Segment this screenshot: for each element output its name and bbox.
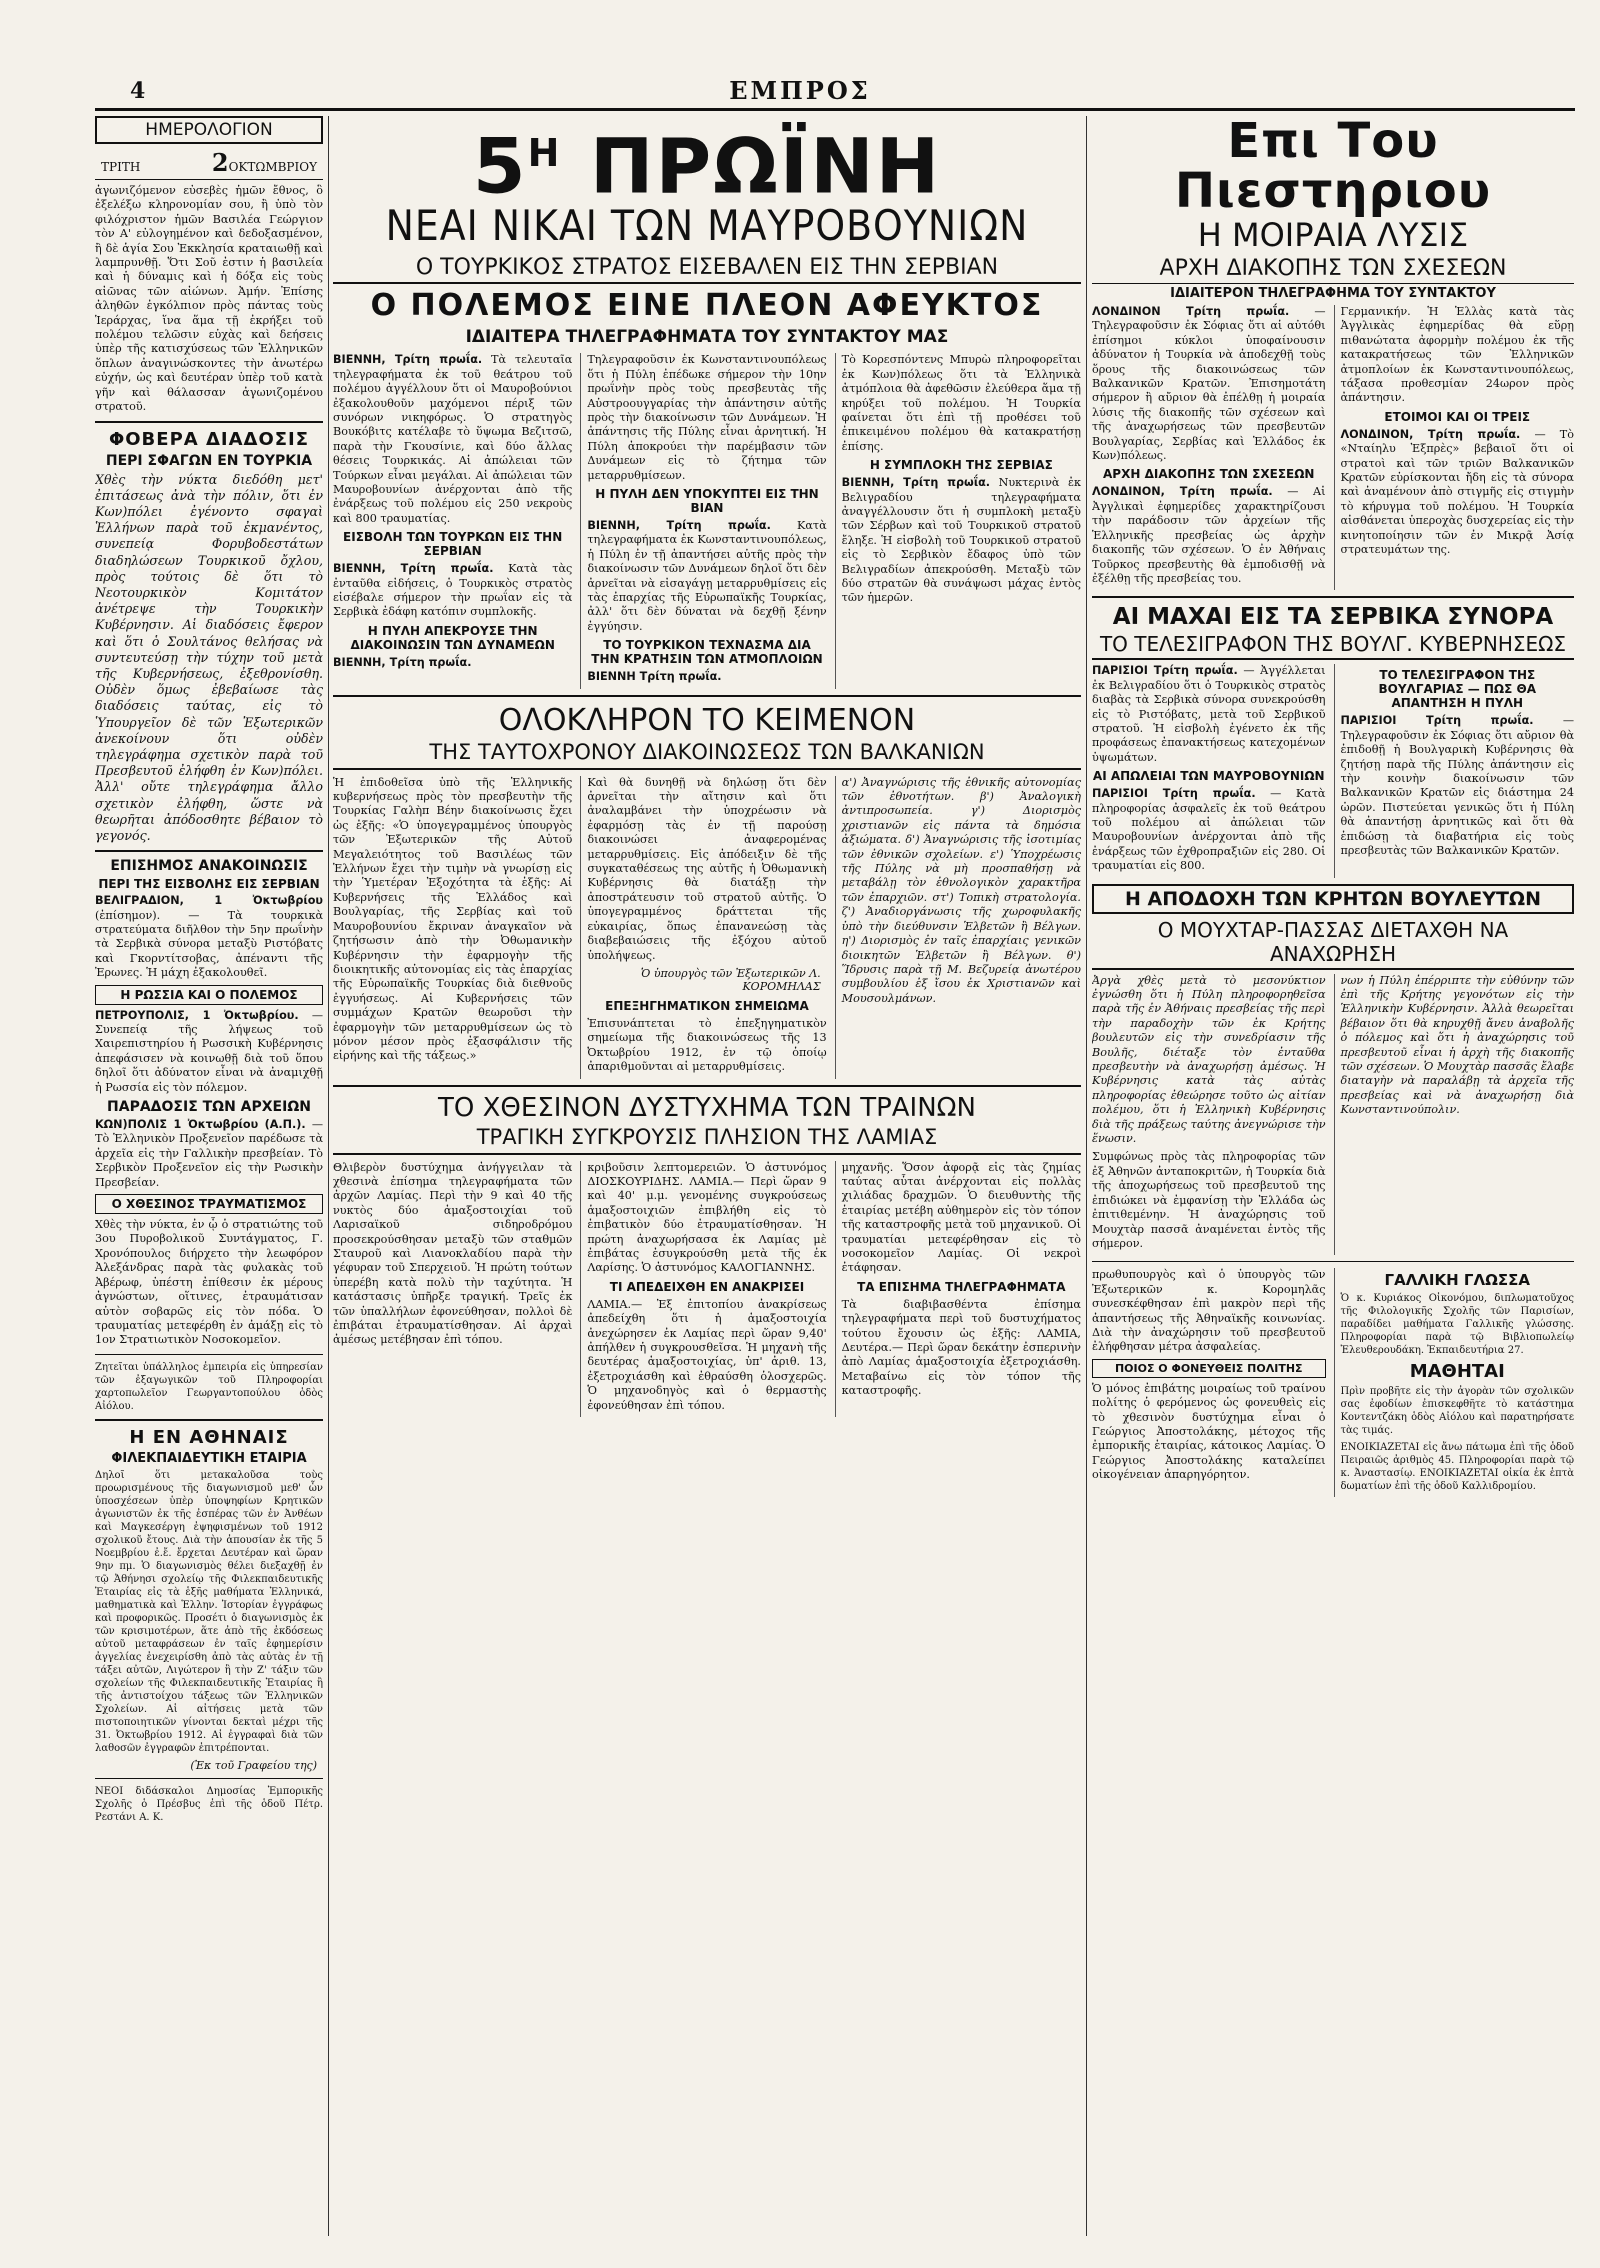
article-text: — Αἱ Ἀγγλικαὶ ἐφημερίδες χαρακτηρίζουσι τὴν παράδοσιν τῶν ἀρχείων τῆς Ἑλληνικῆς πρεσβείας ὡς ἀρχὴν διακοπῆς τῶν σχέσεων. Ὁ ἐν Ἀθήναις Τοῦρκος πρεσβευτὴς θὰ ἐμποδισθῇ νὰ ἐξέλθῃ τῆς πρεσβείας του.: [1092, 485, 1326, 585]
story-text: Χθὲς τὴν νύκτα διεδόθη μετ' ἐπιτάσεως ἀνὰ τὴν πόλιν, ὅτι ἐν Κων)πόλει ἐγένοντο σφαγαὶ Ἑλλήνων παρὰ τοῦ ἐκμανέντος, συνεπείᾳ Φορυβοδεστάτων διαδηλώσεων Τουρκικοῦ ὄχλου, πρὸς τούτοις δὲ ὅτι τὸ Νεοτουρκικὸν Κομιτάτον ἀνέτρεψε τὴν Τουρκικὴν Κυβέρνησιν. Αἱ διαδόσεις ἔφερον καὶ ὅτι ὁ Σουλτάνος θελήσας νὰ συντευτεύσῃ τὴν τύχην τοῦ μετὰ τῆς Κυβερνήσεως, ἐξεθρονίσθη. Οὐδὲν ὅμως ἐβεβαίωσε τὰς διαδόσεις ταύτας, εἰς τὸ Ὑπουργεῖον δὲ τῶν Ἐξωτερικῶν ἀνεκοίνουν ὅτι οὐδὲν τηλεγράφημα σχετικὸν παρὰ τοῦ Πρεσβευτοῦ ἐλήφθη ἐν Κων)πόλει. Ἀλλ' οὔτε τηλεγράφημα ἄλλο σχετικὸν ἐλήφθη, ὥστε νὰ θεωρῆται ἀπόδοσθητε βέβαιον τὸ γεγονός.: [95, 471, 323, 843]
article-text: νων ἡ Πύλη ἐπέρριπτε τὴν εὐθύνην τῶν ἐπὶ τῆς Κρήτης γεγονότων εἰς τὴν Ἑλληνικὴν Κυβέρνησιν. Ἀλλὰ θεωρεῖται βέβαιον ὅτι θὰ κηρυχθῇ ἄνευ ἀναβολῆς ὁ πόλεμος καὶ ὅτι ἡ ἀναχώρησις τοῦ πρεσβευτοῦ εἶναι ἡ ἀρχὴ τῆς διακοπῆς τῶν σχέσεων. Ὁ Μουχτὰρ πασσᾶς ἔλαβε διαταγὴν νὰ παραλάβῃ τὰ ἀρχεῖα τῆς πρεσβείας καὶ νὰ ἀναχωρήσῃ διὰ Κωνσταντινούπολιν.: [1340, 973, 1574, 1117]
subhead: Ο ΠΟΛΕΜΟΣ ΕΙΝΕ ΠΛΕΟΝ ΑΦΕΥΚΤΟΣ: [370, 288, 1044, 324]
communique-column: [835, 776, 1081, 1079]
dateline: ΠΑΡΙΣΙΟΙ Τρίτη πρωΐα.: [1340, 714, 1534, 728]
story-subhead: ΠΕΡΙ ΤΗΣ ΕΙΣΒΟΛΗΣ ΕΙΣ ΣΕΡΒΙΑΝ: [98, 877, 320, 892]
article-text: Τὸ Κορεσπόντενς Μπυρὼ πληροφορεῖται ἐκ Κων)πόλεως ὅτι τὰ Ἑλληνικὰ ἀτμόπλοια θὰ ἀφεθῶσιν ἐλεύθερα ἅμα τῇ κηρύξει τοῦ πολέμου. Ἡ Τουρκία φαίνεται ὅτι ἐπὶ τῇ προθέσει τοῦ ἐπικειμένου πολέμου θὰ κατακρατήσῃ ἐπίσης.: [841, 353, 1081, 453]
article-text: Ἡ ἐπιδοθεῖσα ὑπὸ τῆς Ἑλληνικῆς κυβερνήσεως πρὸς τὸν πρεσβευτὴν τῆς Τουρκίας Γαλὴπ Βέην διακοίνωσις ἔχει ὡς ἑξῆς: «Ὁ ὑπογεγραμμένος ὑπουργὸς τῶν Ἐξωτερικῶν τῆς Αὐτοῦ Μεγαλειότητος τοῦ Βασιλέως τῶν Ἑλλήνων ἔχει τὴν τιμὴν νὰ γνωρίσῃ εἰς τὴν Ὑμετέραν Ἐξοχότητα τὰ ἑξῆς: Αἱ Κυβερνήσεις τῆς Ἑλλάδος καὶ Βουλγαρίας, τῆς Σερβίας καὶ τοῦ Μαυροβουνίου ἔκριναν ἀναγκαῖον νὰ ζητήσωσιν ἀπὸ τὴν Ὀθωμανικὴν Κυβέρνησιν τὴν ἐφαρμογὴν τῆς διοικητικῆς αὐτονομίας εἰς τὰς ἐπαρχίας τῆς Εὐρωπαϊκῆς Τουρκίας διὰ διεθνοῦς ἐγγυήσεως. Αἱ Κυβερνήσεις τῶν συμμάχων Κρατῶν θεωροῦσι τὴν ἐφαρμογὴν τῶν μεταρρυθμίσεων ὡς τὸ μόνον μέσον πρὸς ἐξασφάλισιν τῆς εἰρήνης καὶ τῆς τάξεως.»: [333, 775, 573, 1063]
story-head: ΕΠΙΣΗΜΟΣ ΑΝΑΚΟΙΝΩΣΙΣ: [110, 858, 308, 875]
story-head-box: Η ΑΠΟΔΟΧΗ ΤΩΝ ΚΡΗΤΩΝ ΒΟΥΛΕΥΤΩΝ: [1092, 884, 1574, 914]
battles-column: [1092, 664, 1326, 877]
divider: [95, 850, 323, 852]
dateline: ΒΙΕΝΝΗ Τρίτη πρωΐα.: [587, 670, 722, 684]
telegram-column: [580, 353, 826, 688]
press-column: [1334, 305, 1575, 590]
trains-column: [580, 1161, 826, 1418]
main-headline: [333, 116, 1081, 211]
divider: [333, 1085, 1081, 1087]
article-head: ΤΑ ΕΠΙΣΗΜΑ ΤΗΛΕΓΡΑΦΗΜΑΤΑ: [857, 1279, 1066, 1294]
article-text: α') Ἀναγνώρισις τῆς ἐθνικῆς αὐτονομίας τῶν ἐθνοτήτων. β') Ἀναλογικὴ ἀντιπροσωπεία. γ') Διορισμὸς χριστιανῶν εἰς πάντα τὰ δημόσια ἀξιώματα. δ') Ἀναγνώρισις τῆς ἰσοτιμίας τῶν ἐθνικῶν σχολείων. ε') Ὑποχρέωσις τῆς Πύλης νὰ μὴ προσπαθήσῃ νὰ μεταβάλῃ τὸν ἐθνολογικὸν χαρακτῆρα τῶν ἐπαρχιῶν. στ') Τοπικὴ στρατολογία. ζ') Ἀναδιοργάνωσις τῆς χωροφυλακῆς ὑπὸ τὴν διεύθυνσιν Ἑλβετῶν ἢ Βέλγων. η') Διορισμὸς ἐν ταῖς ἐπαρχίαις γενικῶν διοικητῶν Ἑλβετῶν ἢ Βέλγων. θ') Ἵδρυσις παρὰ τῇ Μ. Βεζυρείᾳ ἀνωτέρου συμβουλίου ἐξ ἴσου ἐκ Χριστιανῶν καὶ Μουσουλμάνων.: [841, 775, 1081, 1005]
story-text: Χθὲς τὴν νύκτα, ἐν ᾧ ὁ στρατιώτης τοῦ 3ου Πυροβολικοῦ Συντάγματος, Γ. Χρονόπουλος διήρχετο τὴν λεωφόρον Ἀλεξάνδρας παρὰ τὰς φυλακὰς τοῦ Ἀβέρωφ, ὑπέστη ἐπίθεσιν ἐκ μέρους ἀγνώστων, οἵτινες, ἐτραυμάτισαν αὐτὸν σοβαρῶς εἰς τὸν πόδα. Ὁ τραυματίας μετεφέρθη ἐν ἀμάξῃ εἰς τὸ 1ον Στρατιωτικὸν Νοσοκομεῖον.: [95, 1218, 323, 1347]
calendar-dateline: [95, 148, 323, 180]
ad-head: ΜΑΘΗΤΑΙ: [1409, 1361, 1505, 1383]
story-head: ΑΙ ΜΑΧΑΙ ΕΙΣ ΤΑ ΣΕΡΒΙΚΑ ΣΥΝΟΡΑ: [1112, 604, 1554, 631]
article-text: πρωθυπουργὸς καὶ ὁ ὑπουργὸς τῶν Ἐξωτερικῶν κ. Κορομηλᾶς συνεσκέφθησαν ἐπὶ μακρὸν περὶ τῆς ἀπαντήσεως τῆς Ἀθηναϊκῆς κοινωνίας. Διὰ τὴν ἀναχώρησιν τοῦ πρεσβευτοῦ ἐλήφθησαν μέτρα ἀσφαλείας.: [1092, 1268, 1326, 1354]
press-headline: Επι Του Πιεστηριου: [1174, 116, 1492, 219]
article-text: Τηλεγραφοῦσιν ἐκ Κωνσταντινουπόλεως ὅτι ἡ Πύλη ἐπέδωκε σήμερον τὴν 10ην πρωΐνὴν πρὸς τοὺς πρεσβευτὰς τῆς Αὐστροουγγαρίας τὴν ἀπάντησιν αὐτῆς πρὸς τὴν διακοίνωσιν τῶν Δυνάμεων. Ἡ ἀπάντησις τῆς Πύλης εἶναι ἀρνητική. Ἡ Πύλη ἀποκρούει τὴν παρέμβασιν τῶν Δυνάμεων εἰς τὸ ζήτημα τῶν μεταρρυθμίσεων.: [587, 353, 827, 482]
divider: [333, 695, 1081, 697]
story-head: ΦΟΒΕΡΑ ΔΙΑΔΟΣΙΣ: [108, 428, 310, 450]
dateline: ΒΙΕΝΝΗ, Τρίτη πρωΐα.: [333, 353, 483, 367]
headline-prefix: 5: [472, 121, 528, 211]
trains-block: [333, 1161, 1081, 1418]
left-column: [95, 116, 323, 2236]
story-head-box: Η ΡΩΣΣΙΑ ΚΑΙ Ο ΠΟΛΕΜΟΣ: [95, 985, 323, 1005]
trains-column: [333, 1161, 572, 1418]
story-head-box: Ο ΧΘΕΣΙΝΟΣ ΤΡΑΥΜΑΤΙΣΜΟΣ: [95, 1194, 323, 1214]
footer-note: ΝΕΟΙ διδάσκαλοι Δημοσίας Ἐμπορικῆς Σχολῆς ὁ Πρέσβυς ἐπὶ τῆς ὁδοῦ Πέτρ. Ρεστάνι Α. Κ.: [95, 1785, 323, 1823]
article-head: ΤΟ ΤΟΥΡΚΙΚΟΝ ΤΕΧΝΑΣΜΑ ΔΙΑ ΤΗΝ ΚΡΑΤΗΣΙΝ ΤΩΝ ΑΤΜΟΠΛΟΙΩΝ: [591, 638, 823, 667]
cretan-column: [1092, 974, 1326, 1256]
article-text: κριβοῦσιν λεπτομερειῶν. Ὁ ἀστυνόμος ΔΙΟΣΚΟΥΡΙΔΗΣ. ΛΑΜΙΑ.— Περὶ ὥραν 9 καὶ 40' μ.μ. γενομένης συγκρούσεως ἁμαξοστοιχιῶν ἐπιβλήθη εἰς τὸ ἐπιβατικὸν δύο ἐτραυματίσθησαν. Ἡ πρώτη ἀναχωρήσασα ἐκ Λαμίας μὲ ἐπιβάτας ἐσυγκρούσθη μετὰ τῆς ἐκ Λαρίσης. Ὁ ἀστυνόμος ΚΑΛΟΓΙΑΝΝΗΣ.: [587, 1160, 827, 1275]
article-head: Η ΣΥΜΠΛΟΚΗ ΤΗΣ ΣΕΡΒΙΑΣ: [869, 458, 1053, 473]
column-divider: [1086, 116, 1087, 2236]
divider: [95, 1778, 323, 1779]
headline-word: ΠΡΩΪΝΗ: [589, 121, 942, 211]
dateline: ΒΙΕΝΝΗ, Τρίτη πρωΐα.: [333, 655, 472, 669]
battles-block: [1092, 664, 1574, 877]
bottom-block: [1092, 1268, 1574, 1497]
calendar-month: ΟΚΤΩΜΒΡΙΟΥ: [228, 160, 317, 174]
cretan-block: [1092, 974, 1574, 1256]
article-text: Κατὰ τὰς ἐνταῦθα εἰδήσεις, ὁ Τουρκικὸς στρατὸς εἰσέβαλε σήμερον τὴν πρωΐαν εἰς τὰ Σερβικὰ ἐδάφη κατόπιν συμπλοκῆς.: [333, 562, 573, 619]
communique-column: [333, 776, 572, 1079]
big-headline: ΝΕΑΙ ΝΙΚΑΙ ΤΩΝ ΜΑΥΡΟΒΟΥΝΙΩΝ: [385, 201, 1029, 251]
article-head: Η ΠΥΛΗ ΔΕΝ ΥΠΟΚΥΠΤΕΙ ΕΙΣ ΤΗΝ ΒΙΑΝ: [595, 486, 819, 515]
dateline: ΛΟΝΔΙΝΟΝ Τρίτη πρωΐα.: [1092, 305, 1290, 318]
story-head: ΠΑΡΑΔΟΣΙΣ ΤΩΝ ΑΡΧΕΙΩΝ: [107, 1099, 311, 1116]
article-head: ΤΙ ΑΠΕΔΕΙΧΘΗ ΕΝ ΑΝΑΚΡΙΣΕΙ: [609, 1279, 805, 1294]
story-subhead: ΠΕΡΙ ΣΦΑΓΩΝ ΕΝ ΤΟΥΡΚΙΑ: [105, 452, 313, 469]
story-signature: (Ἐκ τοῦ Γραφείου της): [190, 1758, 317, 1772]
dateline: ΛΟΝΔΙΝΟΝ, Τρίτη πρωΐα.: [1340, 427, 1521, 441]
ad-text: Ὁ κ. Κυριάκος Οἰκονόμου, διπλωματοῦχος τῆς Φιλολογικῆς Σχολῆς τῶν Παρισίων, παραδίδει μαθήματα Γαλλικῆς γλώσσης. Πληροφορίαι παρὰ τῷ Βιβλιοπωλείῳ Ἐλευθερουδάκη. Ἐκπαιδευτήρια 27.: [1340, 1293, 1574, 1357]
article-text: — Κατὰ πληροφορίας ἀσφαλεῖς ἐκ τοῦ θεάτρου τοῦ πολέμου αἱ ἀπώλειαι τῶν Μαυροβουνίων ἀνέρχονται ἀπὸ τῆς ἐνάρξεως τῶν ἐχθροπραξιῶν εἰς 280. Οἱ τραυματίαι εἰς 800.: [1092, 787, 1326, 873]
story-subhead: Ο ΜΟΥΧΤΑΡ-ΠΑΣΣΑΣ ΔΙΕΤΑΧΘΗ ΝΑ ΑΝΑΧΩΡΗΣΗ: [1092, 918, 1574, 970]
story-subhead: ΤΗΣ ΤΑΥΤΟΧΡΟΝΟΥ ΔΙΑΚΟΙΝΩΣΕΩΣ ΤΩΝ ΒΑΛΚΑΝΙΩΝ: [333, 740, 1081, 770]
telegrams-block: [333, 353, 1081, 688]
article-head: ΑΙ ΑΠΩΛΕΙΑΙ ΤΩΝ ΜΑΥΡΟΒΟΥΝΙΩΝ: [1092, 769, 1325, 784]
press-subhead: ΙΔΙΑΙΤΕΡΟΝ ΤΗΛΕΓΡΑΦΗΜΑ ΤΟΥ ΣΥΝΤΑΚΤΟΥ: [1170, 286, 1496, 301]
story-head: Η ΕΝ ΑΘΗΝΑΙΣ: [129, 1426, 289, 1448]
divider: [95, 1354, 323, 1355]
press-subhead: ΑΡΧΗ ΔΙΑΚΟΠΗΣ ΤΩΝ ΣΧΕΣΕΩΝ: [1092, 256, 1574, 284]
article-head: ΑΡΧΗ ΔΙΑΚΟΠΗΣ ΤΩΝ ΣΧΕΣΕΩΝ: [1103, 467, 1315, 482]
article-text: — Τηλεγραφοῦσιν ἐκ Σόφιας ὅτι αὔριον θὰ ἐπιδοθῇ ἡ Βουλγαρικὴ Κυβέρνησις θὰ ζητήσῃ παρὰ τῆς Πύλης ἀπάντησιν εἰς τὴν κοινὴν διακοίνωσιν τῶν Βαλκανικῶν Κρατῶν εἰς διάστημα 24 ὡρῶν. Πιστεύεται γενικῶς ὅτι ἡ Πύλη θὰ ἀπαντήσῃ ἀρνητικῶς καὶ ὅτι θὰ ἐπιδώσῃ τὰ διαβατήρια εἰς τοὺς πρεσβευτὰς τῶν Βαλκανικῶν Κρατῶν.: [1340, 714, 1574, 857]
article-text: Γερμανικήν. Ἡ Ἑλλὰς κατὰ τὰς Ἀγγλικὰς ἐφημερίδας θὰ εὕρῃ πιθανώτατα ἀφορμὴν πολέμου ἐκ τῆς κατακρατήσεως τῶν Ἑλληνικῶν ἀτμοπλοίων ἐκ Κωνσταντινουπόλεως, τάξασα προθεσμίαν 24ωρον πρὸς ἀπάντησιν.: [1340, 305, 1574, 405]
signature: Ὁ ὑπουργὸς τῶν Ἐξωτερικῶν Λ. ΚΟΡΟΜΗΛΑΣ: [640, 966, 821, 993]
article-text: ΛΑΜΙΑ.— Ἐξ ἐπιτοπίου ἀνακρίσεως ἀπεδείχθη ὅτι ἡ ἁμαξοστοιχία ἀνεχώρησεν ἐκ Λαμίας περὶ ὥραν 9,40' ἀπήλθεν ἡ συγκρουσθεῖσα. Ἡ μηχανὴ τῆς δευτέρας ἁμαξοστοιχίας, ὑπ' ἀριθ. 13, ἐξετροχιάσθη καὶ ἐθραύσθη ὁλοσχερῶς. Ὁ μηχανοδηγὸς καὶ ὁ θερμαστὴς ἐφονεύθησαν ἐπὶ τόπου.: [587, 1297, 827, 1412]
divider: [95, 421, 323, 423]
article-head: ΤΟ ΤΕΛΕΣΙΓΡΑΦΟΝ ΤΗΣ ΒΟΥΛΓΑΡΙΑΣ — ΠΩΣ ΘΑ ΑΠΑΝΤΗΣΗ Η ΠΥΛΗ: [1378, 668, 1536, 711]
subhead: Ο ΤΟΥΡΚΙΚΟΣ ΣΤΡΑΤΟΣ ΕΙΣΕΒΑΛΕΝ ΕΙΣ ΤΗΝ ΣΕΡΒΙΑΝ: [333, 255, 1081, 284]
dateline: ΒΙΕΝΝΗ, Τρίτη πρωΐα.: [587, 518, 771, 532]
dateline: ΠΕΤΡΟΥΠΟΛΙΣ, 1 Ὀκτωβρίου.: [95, 1008, 299, 1022]
story-text: — Συνεπείᾳ τῆς λήψεως τοῦ Χαιρεπιστηρίου ἡ Ρωσσικὴ Κυβέρνησις ἀπεφάσισεν νὰ κοινωθῇ διὰ τοῦ ὅπου δηλοῖ ὅτι ἀδύνατον εἶναι νὰ ἀναμιχθῇ ἡ Ρωσσία εἰς τὸν πόλεμον.: [95, 1008, 323, 1094]
battles-column: [1334, 664, 1575, 877]
article-text: Ἀργὰ χθὲς μετὰ τὸ μεσονύκτιον ἐγνώσθη ὅτι ἡ Πύλη πληροφορηθεῖσα παρὰ τῆς ἐν Ἀθήναις πρεσβείας τῆς περὶ τὴν παραδοχὴν τῶν ἐκ Κρήτης βουλευτῶν εἰς τὴν συνεδρίασιν τῆς Βουλῆς, διέταξε τὸν ἐνταῦθα πρεσβευτὴν νὰ ἀναχωρήσῃ ἀμέσως. Ἡ Κυβέρνησις κατὰ τὰς αὐτὰς πληροφορίας ἐθεώρησε τοῦτο ὡς αἰτίαν πολέμου, ὅτι ἡ Ἑλληνικὴ Κυβέρνησις διὰ τῆς πράξεως ταύτης ἀνεγνώρισε τὴν ἕνωσιν.: [1092, 973, 1326, 1146]
telegram-column: [333, 353, 572, 688]
communique-block: [333, 776, 1081, 1079]
story-text: — Τὸ Ἑλληνικὸν Προξενεῖον παρέδωσε τὰ ἀρχεῖα εἰς τὴν Γαλλικὴν πρεσβείαν. Τὸ Σερβικὸν Προξενεῖον εἰς τὴν Ρωσικὴν Πρεσβείαν.: [95, 1118, 323, 1189]
headline-prefix-sup: Η: [527, 131, 562, 175]
article-text: Καὶ θὰ δυνηθῇ νὰ δηλώσῃ ὅτι δὲν ἀρνεῖται τὴν αἴτησιν καὶ ὅτι ἀναλαμβάνει τὴν ὑποχρέωσιν νὰ ἐφαρμόσῃ τὰς ἐν τῇ παρούσῃ διακοινώσει ἀναφερομένας μεταρρυθμίσεις. Εἰς ἀπόδειξιν δὲ τῆς συγκαταθέσεως της αὐτῆς ἡ Ὀθωμανικὴ Κυβέρνησις θὰ διατάξῃ τὴν ἀποστράτευσιν τοῦ στρατοῦ αὐτῆς. Ὁ ὑπογεγραμμένος δράττεται τῆς εὐκαιρίας, ὅπως ἐπανανεώσῃ τὰς διαβεβαιώσεις τῆς ἐξόχου αὐτοῦ ὑπολήψεως.: [587, 775, 827, 962]
article-text: Τὰ διαβιβασθέντα ἐπίσημα τηλεγραφήματα περὶ τοῦ δυστυχήματος τούτου ἔχουσιν ὡς ἑξῆς: ΛΑΜΙΑ, Δευτέρα.— Περὶ ὥραν δεκάτην ἐσπερινὴν ἀπὸ Λαμίας ἁμαξοστοιχία ἐξετροχιάσθη. Μεταβαίνω εἰς τὸν τόπον τῆς καταστροφῆς.: [841, 1297, 1081, 1398]
press-subhead: Η ΜΟΙΡΑΙΑ ΛΥΣΙΣ: [1197, 216, 1469, 254]
article-text: Ὁ μόνος ἐπιβάτης μοιραίως τοῦ τραίνου πολίτης ὁ φερόμενος ὡς φονευθεὶς εἰς τὸ χθεσινὸν δυστύχημα εἶναι ὁ Γεώργιος Ἀποστολάκης, μέτοχος τῆς ἐμπορικῆς ἑταιρίας, κάτοικος Λαμίας. Ὁ Γεώργιος Ἀποστολάκης καταλείπει οἰκογένειαν ἀπαρηγόρητον.: [1092, 1381, 1326, 1482]
article-text: — Τὸ «Νταίηλυ Ἐξπρὲς» βεβαιοῖ ὅτι οἱ στρατοὶ καὶ τῶν τριῶν Βαλκανικῶν Κρατῶν εὑρίσκονται ἤδη εἰς τὰ σύνορα καὶ ἀναμένουν ἀπὸ στιγμῆς εἰς στιγμὴν τὸ κήρυγμα τοῦ πολέμου. Ἡ Τουρκία αἰσθάνεται ὑπεροχὰς δυσχερείας εἰς τὴν κινητοποίησιν τῶν ἐν Μικρᾷ Ἀσίᾳ στρατευμάτων της.: [1340, 427, 1574, 557]
cretan-column: [1334, 974, 1575, 1256]
story-subhead: ΤΟ ΤΕΛΕΣΙΓΡΑΦΟΝ ΤΗΣ ΒΟΥΛΓ. ΚΥΒΕΡΝΗΣΕΩΣ: [1092, 632, 1574, 660]
notice-text: Ζητεῖται ὑπάλληλος ἐμπειρία εἰς ὑπηρεσίαν τῶν ἐξαγωγικῶν τοῦ Πληροφορίαι χαρτοπωλεῖον Γεωργαντοπούλου ὁδὸς Αἰόλου.: [95, 1361, 323, 1412]
trains-column: [835, 1161, 1081, 1418]
story-head: ΤΟ ΧΘΕΣΙΝΟΝ ΔΥΣΤΥΧΗΜΑ ΤΩΝ ΤΡΑΙΝΩΝ: [438, 1092, 976, 1123]
story-subhead: ΤΡΑΓΙΚΗ ΣΥΓΚΡΟΥΣΙΣ ΠΛΗΣΙΟΝ ΤΗΣ ΛΑΜΙΑΣ: [333, 1125, 1081, 1155]
article-text: μηχανῆς. Ὅσον ἀφορᾷ εἰς τὰς ζημίας ταύτας αὗται ἀνέρχονται εἰς πολλὰς χιλιάδας δραχμῶν. Ὁ διευθυντὴς τῆς ἑταιρίας μετέβη αὐθημερὸν εἰς τὸν τόπον τῆς καταστροφῆς μετὰ τοῦ μηχανικοῦ. Οἱ τραυματίαι μετεφέρθησαν εἰς τὸ νοσοκομεῖον Λαμίας. Οἱ νεκροὶ ἐτάφησαν.: [841, 1160, 1081, 1275]
article-head: ΕΠΕΞΗΓΗΜΑΤΙΚΟΝ ΣΗΜΕΙΩΜΑ: [605, 998, 809, 1013]
calendar-title: ΗΜΕΡΟΛΟΓΙΟΝ: [95, 116, 323, 144]
dateline: ΒΙΕΝΝΗ, Τρίτη πρωΐα.: [333, 562, 494, 576]
article-text: Θλιβερὸν δυστύχημα ἀνήγγειλαν τὰ χθεσινὰ ἐπίσημα τηλεγραφήματα τῶν ἀρχῶν Λαμίας. Περὶ τὴν 9 καὶ 40 τῆς νυκτὸς δύο ἁμαξοστοιχίαι τοῦ Λαρισαϊκοῦ σιδηροδρόμου προσεκρούσθησαν μεταξὺ τῶν σταθμῶν Σταυροῦ καὶ Λιανοκλαδίου παρὰ τὴν γέφυραν τοῦ Σπερχειοῦ. Ἡ πρώτη τούτων ὑπερέβη κατὰ πολὺ τὴν ταχύτητα. Ἡ κατάστασις ὑπῆρξε τραγική. Τρεῖς ἐκ τῶν ὑπαλλήλων ἐφονεύθησαν, πολλοὶ δὲ ἐπιβάται ἐτραυματίσθησαν. Αἱ ἀρχαὶ ἀμέσως μετέβησαν ἐπὶ τόπου.: [333, 1160, 573, 1347]
divider: [1092, 1261, 1574, 1262]
communique-column: [580, 776, 826, 1079]
column-divider: [328, 116, 329, 2236]
press-block: [1092, 305, 1574, 590]
calendar-date: 2: [211, 148, 229, 177]
ad-head: ΓΑΛΛΙΚΗ ΓΛΩΣΣΑ: [1384, 1271, 1530, 1290]
dateline: ΚΩΝ)ΠΟΛΙΣ 1 Ὀκτωβρίου (Α.Π.).: [95, 1118, 306, 1132]
page-number: 4: [130, 78, 146, 104]
article-head: ΕΤΟΙΜΟΙ ΚΑΙ ΟΙ ΤΡΕΙΣ: [1384, 409, 1531, 424]
telegram-column: [835, 353, 1081, 688]
center-column: [333, 116, 1081, 2236]
story-head: ΟΛΟΚΛΗΡΟΝ ΤΟ ΚΕΙΜΕΝΟΝ: [498, 702, 916, 738]
masthead: [0, 0, 1600, 110]
right-column: [1092, 116, 1574, 2236]
article-text: Συμφώνως πρὸς τὰς πληροφορίας τῶν ἐξ Ἀθηνῶν ἀνταποκριτῶν, ἡ Τουρκία διὰ τῆς ἀποχωρήσεως τοῦ πρεσβευτοῦ της ἐπιδιώκει νὰ ἐμφανίσῃ τὴν Ἑλλάδα ὡς ἐπιτιθεμένην. Ἡ ἀναχώρησις τοῦ Μουχτὰρ πασσᾶ ἀναμένεται ἐντὸς τῆς σήμερον.: [1092, 1150, 1326, 1250]
article-text: Νυκτερινὰ ἐκ Βελιγραδίου τηλεγραφήματα ἀναγγέλλουσιν ὅτι ἡ συμπλοκὴ μεταξὺ τῶν Σέρβων καὶ τοῦ Τουρκικοῦ στρατοῦ ἔληξε. Ἡ εἰσβολὴ τοῦ Τουρκικοῦ στρατοῦ εἰς τὸ Σερβικὸν ἔδαφος ὑπὸ τῶν Βελιγραδίων ἀπεκρούσθη. Μεταξὺ τῶν δύο στρατῶν θὰ συνάψωσι μάχας ἐντὸς τῶν ἡμερῶν.: [841, 476, 1081, 605]
calendar-text: ἀγωνιζόμενον εὐσεβὲς ἡμῶν ἔθνος, ὃ ἐξελέξω κληρονομίαν σου, ἢ ὑπὸ τὸν φιλόχριστον ἡμῶν Βασιλέα Γεώργιον τὸν Α' εὐλογημένον καὶ δεδοξασμένον, ἢ δὲ ἁγία Σου Ἐκκλησία κραταιωθῇ καὶ λαμπρυνθῇ. Ὅτι Σοῦ ἐστιν ἡ βασιλεία καὶ ἡ δύναμις καὶ ἡ δόξα εἰς τοὺς αἰῶνας τῶν αἰώνων. Ἀμήν. Ἐπίσης ἀληθῶν ἐγκόλπιον πρὸς πάντας τοὺς Ἱεράρχας, ἵνα ἅμα τῇ ἐκρήξει τοῦ πολέμου τελῶσιν εὐχὰς καὶ δεήσεις ὑπὲρ τῆς κατισχύσεως τῶν Ἑλληνικῶν ὅπλων ἀναγινώσκοντες τὴν ἀνωτέρω εὐχήν, ὡς καὶ δευτέραν ὑπὲρ τοῦ κατὰ γῆν καὶ θάλασσαν ἀγωνιζομένου στρατοῦ.: [95, 184, 323, 414]
article-text: — Ἀγγέλλεται ἐκ Βελιγραδίου ὅτι ὁ Τουρκικὸς στρατὸς διαβὰς τὰ Σερβικὰ σύνορα συνεκρούσθη εἰς τὸ Ριστόβατς, μετὰ τοῦ Σερβικοῦ στρατοῦ. Ἡ εἰσβολὴ ἐγένετο ἐκ τῆς προφάσεως ἐπανακτήσεως κατεχομένων ὑψωμάτων.: [1092, 664, 1326, 764]
story-text: (ἐπίσημον). — Τὰ τουρκικὰ στρατεύματα διῆλθον τὴν 5ην πρωΐνὴν τὰ Σερβικὰ σύνορα μεταξὺ Ριστόβατς καὶ Γκορντίτσοβας, ἀπέναντι τῆς Ἐρωνες. Ἡ μάχη ἐξακολουθεῖ.: [95, 908, 323, 980]
article-text: — Τηλεγραφοῦσιν ἐκ Σόφιας ὅτι αἱ αὐτόθι ἐπίσημοι κύκλοι ὑποφαίνουσιν ἀδύνατον ἡ Τουρκία νὰ ἀποδεχθῇ τοὺς ὅρους τῆς διακοινώσεως τῶν Βαλκανικῶν Κρατῶν. Ἐπισημοτάτη σήμερον ἢ αὔριον θὰ ἐπέλθῃ ἡ μοιραία λύσις τῆς διακοπῆς τῶν σχέσεων καὶ τῆς ἀναχωρήσεως τῶν πρεσβευτῶν Βουλγαρίας, Σερβίας καὶ Ἑλλάδος ἐκ Κων)πόλεως.: [1092, 305, 1326, 463]
divider: [95, 1419, 323, 1421]
story-text: Δηλοῖ ὅτι μετακαλοῦσα τοὺς προωρισμένους τῆς διαγωνισμοῦ μεθ' ὧν ὑποσχέσεων ὑπὲρ ὑποψηφίων Κρητικῶν ἀγωνιστῶν ἐκ τῆς ἐσπέρας τῶν ἐν Ἀνθέων καὶ Μαγκεσέργη ἐψηφισμένων τοῦ 1912 σχολικοῦ ἔτους. Διὰ τὴν ἀπουσίαν ἐκ τῆς 5 Νοεμβρίου ἐ.ἔ. ἔρχεται Δευτέραν καὶ ὥραν 9ην πμ. Ὁ διαγωνισμὸς θέλει διεξαχθῇ ἐν τῷ Ἀθήνησι σχολείῳ τῆς Φιλεκπαιδευτικῆς Ἑταιρίας εἰς τὰ ἑξῆς μαθήματα Ἑλληνικά, μαθηματικὰ καὶ Ἑλλην. Ἱστορίαν ἐγγράφως καὶ προφορικῶς. Προσέτι ὁ διαγωνισμὸς ἐκ τῶν κρισιμοτέρων, ἅτε ἀπὸ τῆς ἐκδόσεως αὐτοῦ μεταφράσεων ἐν ταῖς ἐφημερίσιν ἀγγελίας ἐνεχειρίσθη ἀπὸ τὰς αὐτὰς ἐν τῇ τάξει αὐτῶν, Λιγώτερον ἢ τὴν Ζ' τάξιν τῶν σχολείων τῆς Φιλεκπαιδευτικῆς Ἑταιρίας ἢ τῆς ἀντιστοίχου τάξεως τῶν Ἑλληνικῶν Σχολείων. Αἱ αἰτήσεις μετὰ τῶν πιστοποιητικῶν γίνονται δεκταὶ μέχρι τῆς 31. Ὀκτωβρίου 1912. Αἱ ἐγγραφαὶ διὰ τῶν λαθοσῶν ἐγγραφῶν ἐπιτρέπονται.: [95, 1469, 323, 1754]
press-column: [1092, 305, 1326, 590]
paper-name: ΕΜΠΡΟΣ: [729, 76, 871, 105]
ad-text: Πρὶν προβῆτε εἰς τὴν ἀγορὰν τῶν σχολικῶν σας ἐφοδίων ἐπισκεφθῆτε τὸ κατάστημα Κοντεντζάκη ὁδὸς Αἰόλου καὶ παρατηρήσατε τὰς τιμάς.: [1340, 1386, 1574, 1437]
bottom-column: [1092, 1268, 1326, 1497]
article-text: Τὰ τελευταῖα τηλεγραφήματα ἐκ τοῦ θεάτρου τοῦ πολέμου ἀγγέλλουν ὅτι οἱ Μαυροβούνιοι ἐξακολουθοῦν μαχόμενοι πέριξ τῶν συνόρων νικηφόρως. Ὁ στρατηγὸς Βουκόβιτς κατέλαβε τὸ ὕψωμα Βεζιτσῶ, παρὰ τὴν Γκουσίνιε, καὶ δύο ἄλλας θέσεις Τουρκικάς. Αἱ ἀπώλειαι τῶν Τούρκων εἶναι μεγάλαι. Αἱ ἀπώλειαι τῶν Μαυροβουνίων ἀνέρχονται ἀπὸ τῆς ἐνάρξεως τοῦ πολέμου εἰς 250 νεκροὺς καὶ 800 τραυματίας.: [333, 353, 573, 525]
masthead-rule: [95, 108, 1575, 111]
story-subhead: ΦΙΛΕΚΠΑΙΔΕΥΤΙΚΗ ΕΤΑΙΡΙΑ: [111, 1450, 307, 1466]
bottom-column: [1334, 1268, 1575, 1497]
divider: [1092, 596, 1574, 598]
dateline: ΒΕΛΙΓΡΑΔΙΟΝ, 1 Ὀκτωβρίου: [95, 894, 323, 908]
article-head: ΕΙΣΒΟΛΗ ΤΩΝ ΤΟΥΡΚΩΝ ΕΙΣ ΤΗΝ ΣΕΡΒΙΑΝ: [343, 530, 563, 559]
article-text: Ἐπισυνάπτεται τὸ ἐπεξηγηματικὸν σημείωμα τῆς διακοινώσεως τῆς 13 Ὀκτωβρίου 1912, ἐν τῷ ὁποίῳ ἀπαριθμοῦνται αἱ μεταρρυθμίσεις.: [587, 1016, 827, 1074]
ad-text: ΕΝΟΙΚΙΑΖΕΤΑΙ εἰς ἄνω πάτωμα ἐπὶ τῆς ὁδοῦ Πειραιῶς ἀριθμὸς 45. Πληροφορίαι παρὰ τῷ κ. Ἀναστασίῳ. ΕΝΟΙΚΙΑΖΕΤΑΙ οἰκία ἐκ ἑπτὰ δωματίων ἐπὶ τῆς ὁδοῦ Καλλιδρομίου.: [1340, 1442, 1574, 1493]
article-head-box: ΠΟΙΟΣ Ο ΦΟΝΕΥΘΕΙΣ ΠΟΛΙΤΗΣ: [1092, 1359, 1326, 1378]
article-text: Κατὰ τηλεγραφήματα ἐκ Κωνσταντινουπόλεως, ἡ Πύλη ἐν τῇ ἀπαντήσει αὐτῆς πρὸς τὴν διακοίνωσιν τῶν Δυνάμεων δηλοῖ ὅτι δὲν ἀρνεῖται νὰ εἰσαγάγῃ μεταρρυθμίσεις εἰς τὰς ἐπαρχίας τῆς Εὐρωπαϊκῆς Τουρκίας, ἀλλ' ὅτι δὲν δύναται νὰ δεχθῇ ξένην ἐγγύησιν.: [587, 518, 827, 633]
article-head: Η ΠΥΛΗ ΑΠΕΚΡΟΥΣΕ ΤΗΝ ΔΙΑΚΟΙΝΩΣΙΝ ΤΩΝ ΔΥΝΑΜΕΩΝ: [350, 623, 555, 652]
dateline: ΠΑΡΙΣΙΟΙ Τρίτη πρωΐα.: [1092, 787, 1256, 801]
subhead: ΙΔΙΑΙΤΕΡΑ ΤΗΛΕΓΡΑΦΗΜΑΤΑ ΤΟΥ ΣΥΝΤΑΚΤΟΥ ΜΑΣ: [465, 327, 949, 348]
dateline: ΒΙΕΝΝΗ, Τρίτη πρωΐα.: [841, 476, 991, 490]
calendar-day: ΤΡΙΤΗ: [101, 160, 141, 174]
dateline: ΛΟΝΔΙΝΟΝ, Τρίτη πρωΐα.: [1092, 485, 1273, 499]
dateline: ΠΑΡΙΣΙΟΙ Τρίτη πρωΐα.: [1092, 664, 1238, 678]
